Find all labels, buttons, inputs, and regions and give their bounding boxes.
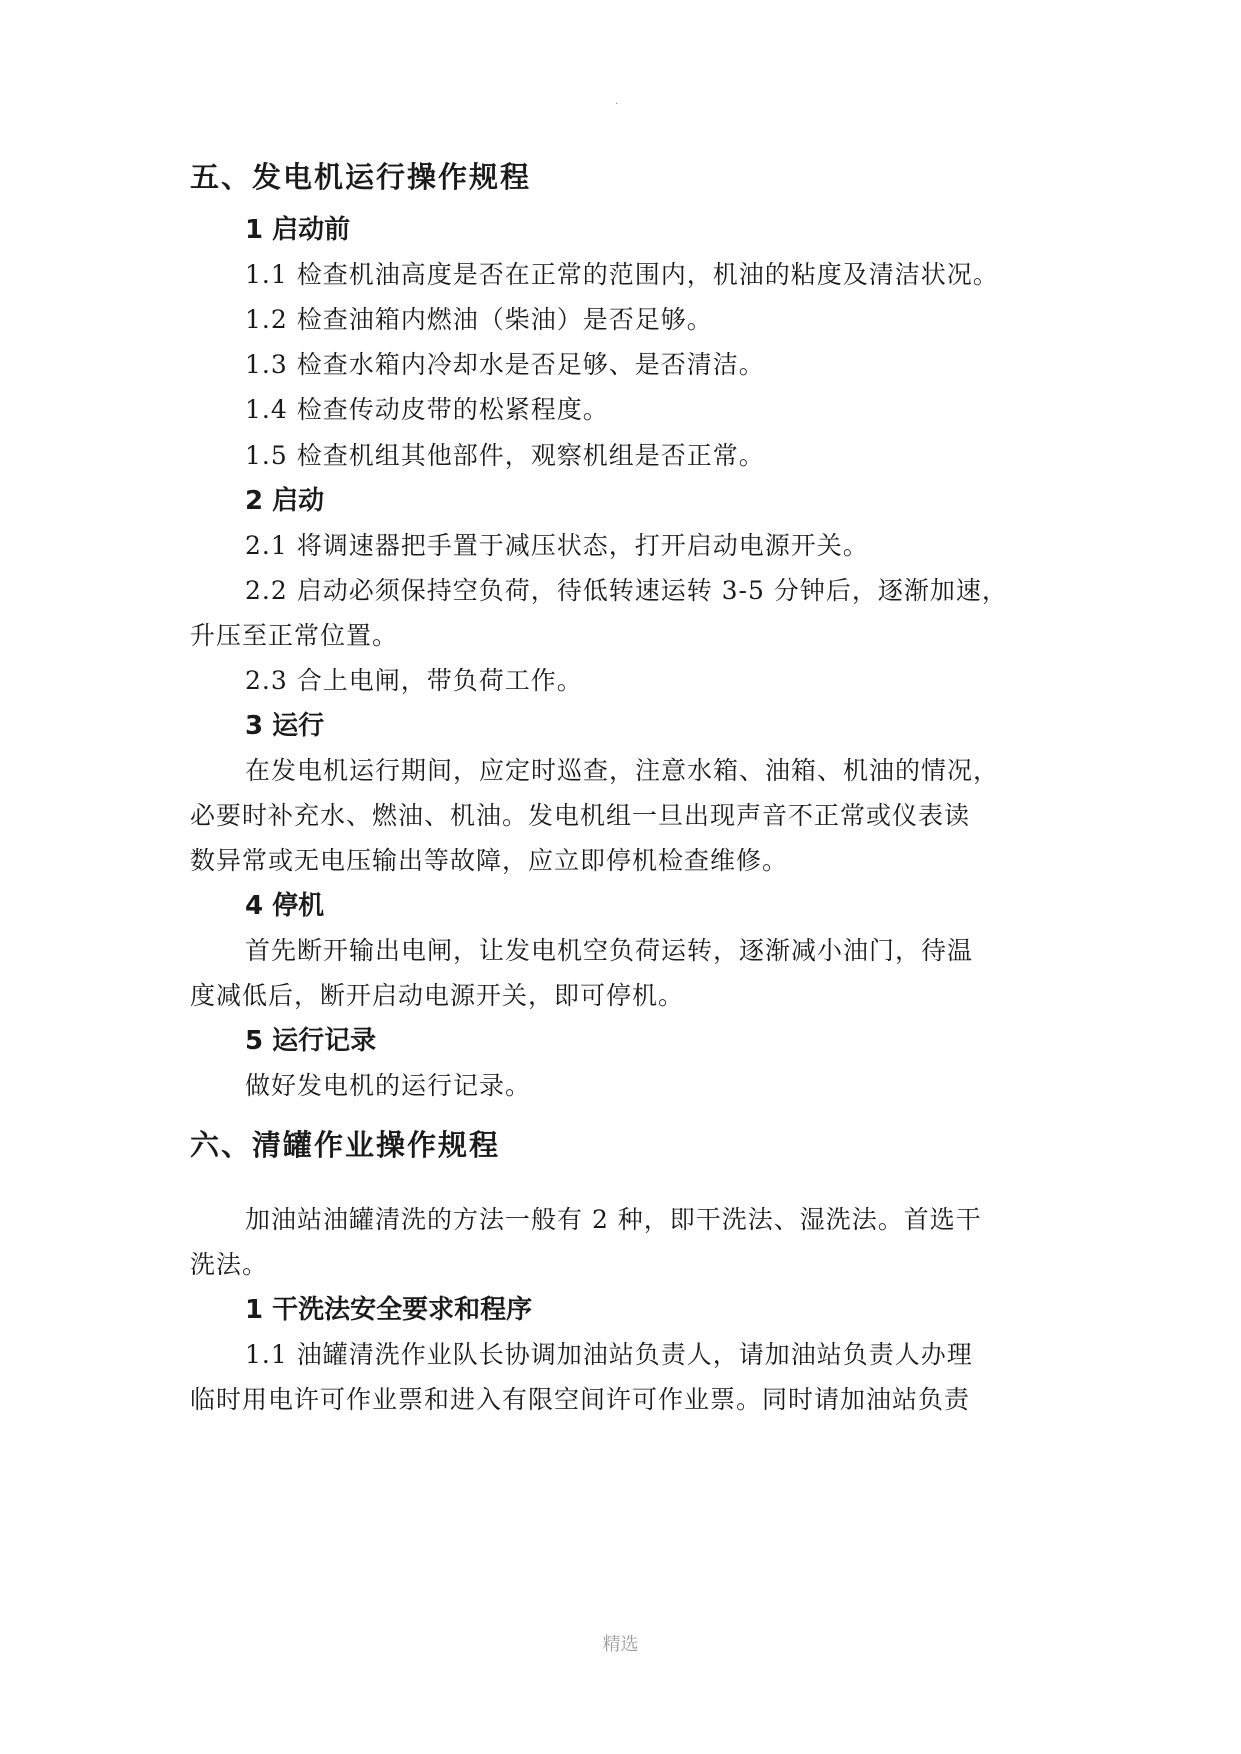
heading-record: 5 运行记录 — [245, 1026, 377, 1056]
para-intro-1: 加油站油罐清洗的方法一般有 2 种，即干洗法、湿洗法。首选干 — [245, 1205, 982, 1234]
line-2-3: 2.3 合上电闸，带负荷工作。 — [245, 666, 583, 695]
line-dry-1-1a: 1.1 油罐清洗作业队长协调加油站负责人，请加油站负责人办理 — [245, 1340, 973, 1369]
para-operation-1: 在发电机运行期间，应定时巡查，注意水箱、油箱、机油的情况， — [245, 756, 1000, 785]
line-1-5: 1.5 检查机组其他部件，观察机组是否正常。 — [245, 441, 765, 470]
line-2-2b: 升压至正常位置。 — [190, 621, 399, 650]
heading-startup: 2 启动 — [245, 486, 325, 516]
section-6-title: 六、清罐作业操作规程 — [190, 1128, 501, 1162]
line-1-1: 1.1 检查机油高度是否在正常的范围内，机油的粘度及清洁状况。 — [245, 260, 999, 289]
heading-dry-wash: 1 干洗法安全要求和程序 — [245, 1295, 533, 1325]
line-1-2: 1.2 检查油箱内燃油（柴油）是否足够。 — [245, 305, 713, 334]
para-intro-2: 洗法。 — [190, 1250, 269, 1279]
para-shutdown-1: 首先断开输出电闸，让发电机空负荷运转，逐渐减小油门，待温 — [245, 936, 974, 965]
line-1-3: 1.3 检查水箱内冷却水是否足够、是否清洁。 — [245, 350, 765, 379]
para-operation-2: 必要时补充水、燃油、机油。发电机组一旦出现声音不正常或仪表读 — [190, 801, 971, 830]
section-5-title: 五、发电机运行操作规程 — [190, 160, 532, 194]
line-1-4: 1.4 检查传动皮带的松紧程度。 — [245, 395, 609, 424]
line-dry-1-1b: 临时用电许可作业票和进入有限空间许可作业票。同时请加油站负责 — [190, 1385, 971, 1414]
heading-startup-check: 1 启动前 — [245, 215, 351, 245]
line-2-1: 2.1 将调速器把手置于减压状态，打开启动电源开关。 — [245, 531, 869, 560]
heading-operation: 3 运行 — [245, 711, 325, 741]
line-2-2a: 2.2 启动必须保持空负荷，待低转速运转 3-5 分钟后，逐渐加速， — [245, 576, 1008, 605]
heading-shutdown: 4 停机 — [245, 891, 325, 921]
para-record: 做好发电机的运行记录。 — [245, 1071, 532, 1100]
para-operation-3: 数异常或无电压输出等故障，应立即停机检查维修。 — [190, 846, 789, 875]
page-footer: 精选 — [602, 1634, 639, 1655]
para-shutdown-2: 度减低后，断开启动电源开关，即可停机。 — [190, 981, 685, 1010]
header-dot: . — [615, 96, 619, 107]
